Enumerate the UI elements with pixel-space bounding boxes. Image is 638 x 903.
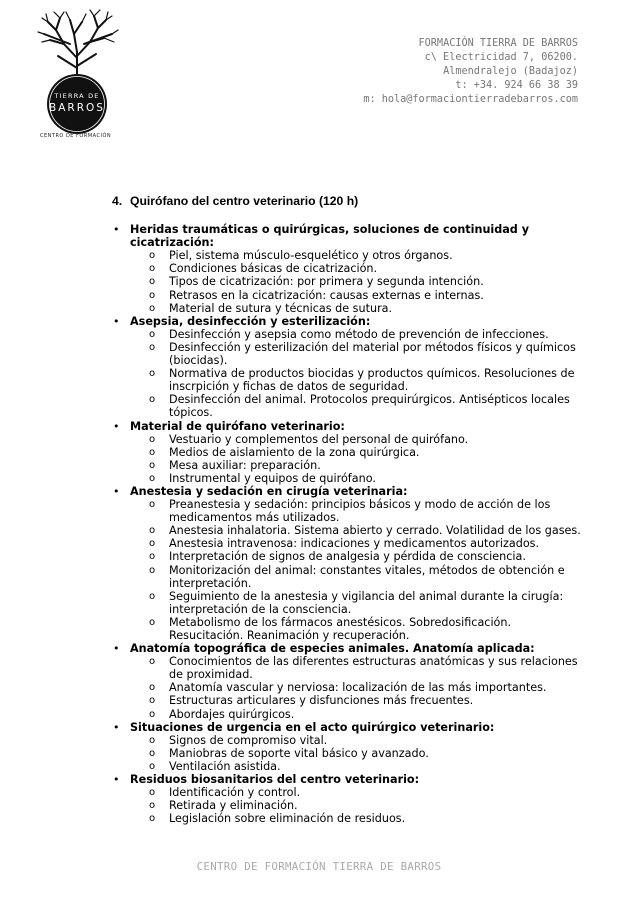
- subtopic-list: [130, 786, 582, 825]
- topic-title: • Situaciones de urgencia en el acto quirúrgico veterinario:: [130, 720, 495, 734]
- subtopic-item: o Material de sutura y técnicas de sutura.: [130, 302, 582, 315]
- topic-title: • Material de quirófano veterinario:: [130, 419, 345, 433]
- module-number: 4.: [112, 194, 123, 208]
- contact-header: [363, 37, 578, 107]
- tierra-de-barros-logo: [34, 8, 120, 138]
- subtopic-item: o Instrumental y equipos de quirófano.: [130, 472, 582, 485]
- topic-item: [112, 642, 582, 721]
- subtopic-item: o Anatomía vascular y nerviosa: localización de las más importantes.: [130, 681, 582, 694]
- subtopic-item: o Piel, sistema músculo-esquelético y otros órganos.: [130, 249, 582, 262]
- header-org-name: FORMACIÓN TIERRA DE BARROS: [418, 38, 578, 49]
- page-footer: CENTRO DE FORMACIÓN TIERRA DE BARROS: [196, 860, 442, 873]
- subtopic-list: [130, 734, 582, 773]
- logo-line-2: BARROS: [49, 102, 105, 114]
- subtopic-item: o Maniobras de soporte vital básico y avanzado.: [130, 747, 582, 760]
- header-email: m: hola@formaciontierradebarros.com: [363, 94, 578, 105]
- subtopic-item: o Normativa de productos biocidas y productos químicos. Resoluciones de inscrpición y fichas de datos de seguridad.: [130, 367, 582, 393]
- subtopic-item: o Vestuario y complementos del personal de quirófano.: [130, 433, 582, 446]
- logo-line-1: TIERRA DE: [54, 92, 100, 100]
- course-module: [112, 195, 582, 825]
- topic-item: [112, 223, 582, 315]
- subtopic-item: o Legislación sobre eliminación de residuos.: [130, 812, 582, 825]
- subtopic-item: o Metabolismo de los fármacos anestésicos. Sobredosificación. Resucitación. Reanimación y recuperación.: [130, 616, 582, 642]
- subtopic-item: o Abordajes quirúrgicos.: [130, 708, 582, 721]
- module-heading: [112, 195, 582, 208]
- subtopic-item: o Estructuras articulares y disfunciones más frecuentes.: [130, 694, 582, 707]
- subtopic-item: o Ventilación asistida.: [130, 760, 582, 773]
- subtopic-item: o Signos de compromiso vital.: [130, 734, 582, 747]
- subtopic-list: [130, 328, 582, 420]
- subtopic-list: [130, 249, 582, 314]
- subtopic-item: o Desinfección y esterilización del material por métodos físicos y químicos (biocidas).: [130, 341, 582, 367]
- tree-logo-icon: [34, 8, 120, 138]
- topic-title: • Residuos biosanitarios del centro veterinario:: [130, 773, 420, 787]
- subtopic-item: o Seguimiento de la anestesia y vigilancia del animal durante la cirugía: interpretación de la consciencia.: [130, 590, 582, 616]
- subtopic-item: o Identificación y control.: [130, 786, 582, 799]
- header-street: c\ Electricidad 7, 06200.: [424, 52, 578, 63]
- topic-title: • Anatomía topográfica de especies animales. Anatomía aplicada:: [130, 642, 535, 656]
- topic-item: [112, 485, 582, 642]
- module-title: Quirófano del centro veterinario (120 h): [130, 194, 359, 208]
- subtopic-item: o Tipos de cicatrización: por primera y segunda intención.: [130, 275, 582, 288]
- subtopic-item: o Retirada y eliminación.: [130, 799, 582, 812]
- subtopic-item: o Condiciones básicas de cicatrización.: [130, 262, 582, 275]
- subtopic-item: o Conocimientos de las diferentes estructuras anatómicas y sus relaciones de proximidad.: [130, 655, 582, 681]
- subtopic-item: o Anestesia intravenosa: indicaciones y medicamentos autorizados.: [130, 537, 582, 550]
- header-phone: t: +34. 924 66 38 39: [455, 80, 578, 91]
- subtopic-list: [130, 498, 582, 642]
- topic-item: [112, 420, 582, 485]
- subtopic-item: o Anestesia inhalatoria. Sistema abierto y cerrado. Volatilidad de los gases.: [130, 524, 582, 537]
- topic-list: [112, 223, 582, 825]
- subtopic-item: o Medios de aislamiento de la zona quirúrgica.: [130, 446, 582, 459]
- topic-item: [112, 773, 582, 825]
- subtopic-item: o Retrasos en la cicatrización: causas externas e internas.: [130, 289, 582, 302]
- logo-caption: CENTRO DE FORMACIÓN: [40, 133, 112, 139]
- subtopic-item: o Interpretación de signos de analgesia y pérdida de consciencia.: [130, 550, 582, 563]
- subtopic-item: o Monitorización del animal: constantes vitales, métodos de obtención e interpretación.: [130, 564, 582, 590]
- subtopic-item: o Desinfección del animal. Protocolos prequirúrgicos. Antisépticos locales tópicos.: [130, 393, 582, 419]
- topic-title: • Asepsia, desinfección y esterilización:: [130, 314, 371, 328]
- topic-item: [112, 721, 582, 773]
- subtopic-list: [130, 433, 582, 485]
- subtopic-list: [130, 655, 582, 720]
- topic-item: [112, 315, 582, 420]
- topic-title: • Heridas traumáticas o quirúrgicas, soluciones de continuidad y cicatrización:: [130, 223, 530, 250]
- subtopic-item: o Desinfección y asepsia como método de prevención de infecciones.: [130, 328, 582, 341]
- subtopic-item: o Mesa auxiliar: preparación.: [130, 459, 582, 472]
- topic-title: • Anestesia y sedación en cirugía veterinaria:: [130, 484, 408, 498]
- header-city: Almendralejo (Badajoz): [443, 66, 578, 77]
- subtopic-item: o Preanestesia y sedación: principios básicos y modo de acción de los medicamentos más utilizados.: [130, 498, 582, 524]
